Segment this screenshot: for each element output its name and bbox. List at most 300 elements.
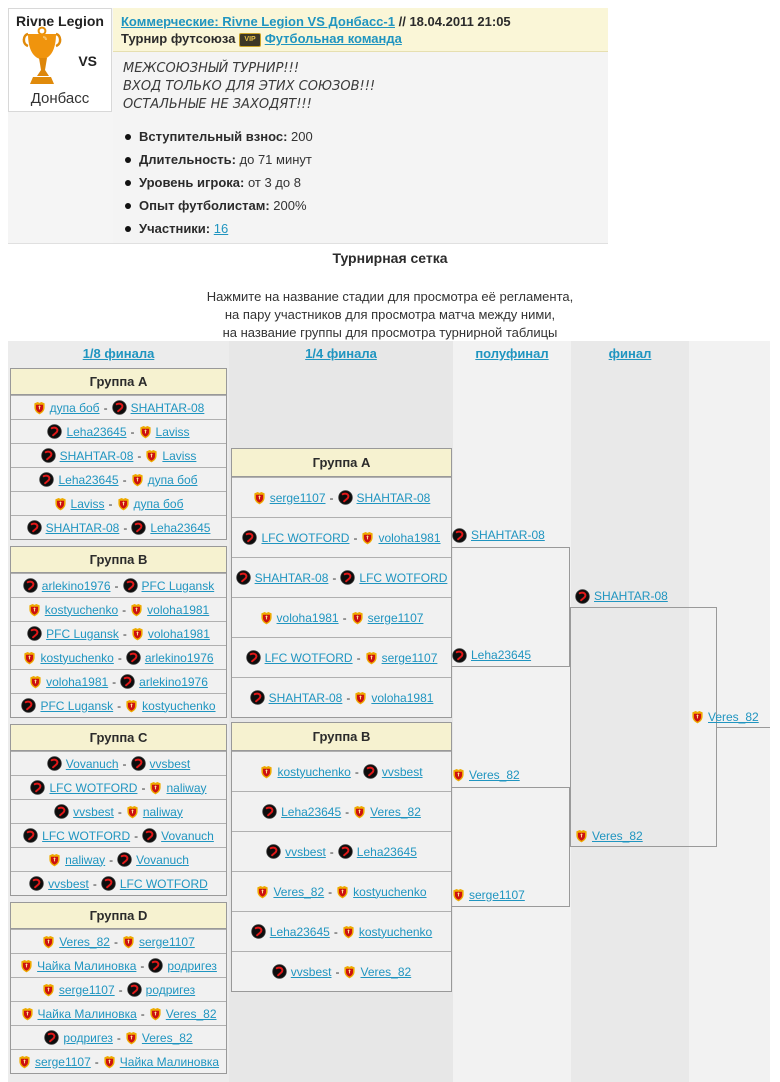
group-title-link[interactable]: Группа D: [11, 903, 226, 929]
gold-crest-icon: [130, 603, 143, 617]
stage-link-final[interactable]: финал: [608, 346, 652, 361]
participant-link[interactable]: Veres_82: [165, 1006, 217, 1021]
match-row[interactable]: [232, 791, 451, 831]
match-row[interactable]: [232, 831, 451, 871]
match-dash: -: [122, 602, 127, 617]
participant-link[interactable]: SHAHTAR-08: [254, 570, 329, 585]
black-emblem-icon: [236, 570, 251, 585]
info-header: [113, 8, 608, 52]
black-emblem-icon: [30, 780, 45, 795]
tournament-winner[interactable]: [691, 707, 759, 727]
match-row[interactable]: [11, 645, 226, 669]
participant-link[interactable]: Leha23645: [150, 520, 211, 535]
match-row[interactable]: [11, 1025, 226, 1049]
detail-label: Длительность:: [139, 152, 240, 167]
black-emblem-icon: [126, 650, 141, 665]
participant-link[interactable]: kostyuchenko: [40, 650, 114, 665]
match-dash: -: [332, 570, 337, 585]
match-dash: -: [134, 828, 139, 843]
group-box: [231, 448, 452, 718]
black-emblem-icon: [338, 490, 353, 505]
detail-label: Участники:: [139, 221, 214, 236]
gold-crest-icon: [20, 959, 33, 973]
gold-crest-icon: [131, 627, 144, 641]
participant-link[interactable]: serge1107: [367, 610, 424, 625]
semifinal-2-top[interactable]: [452, 765, 520, 785]
gold-crest-icon: [21, 1007, 34, 1021]
gold-crest-icon: [149, 1007, 162, 1021]
match-row[interactable]: [232, 637, 451, 677]
gold-crest-icon: [353, 805, 366, 819]
participant-link[interactable]: vvsbest: [290, 964, 332, 979]
match-dash: -: [117, 804, 122, 819]
stage-link-semifinal[interactable]: полуфинал: [475, 346, 549, 361]
tournament-logo: [8, 8, 112, 112]
match-dash: -: [108, 496, 113, 511]
gold-crest-icon: [452, 888, 465, 902]
participant-link[interactable]: Leha23645: [58, 472, 119, 487]
participant-link[interactable]: LFC WOTFORD: [49, 780, 138, 795]
match-dash: -: [140, 958, 145, 973]
black-emblem-icon: [47, 424, 62, 439]
black-emblem-icon: [266, 844, 281, 859]
match-dash: -: [122, 626, 127, 641]
group-box: [10, 724, 227, 896]
black-emblem-icon: [452, 648, 467, 663]
participant-link[interactable]: Чайка Малиновка: [119, 1054, 220, 1069]
gold-crest-icon: [18, 1055, 31, 1069]
group-box: [10, 546, 227, 718]
participant-link[interactable]: LFC WOTFORD: [264, 650, 353, 665]
match-dash: -: [118, 982, 123, 997]
black-emblem-icon: [29, 876, 44, 891]
gold-crest-icon: [452, 768, 465, 782]
participant-link[interactable]: Leha23645: [356, 844, 417, 859]
gold-crest-icon: [253, 491, 266, 505]
participant-link[interactable]: kostyuchenko: [142, 698, 216, 713]
match-row[interactable]: [11, 573, 226, 597]
semifinal-1-bottom[interactable]: [452, 645, 531, 665]
participants-count-link[interactable]: 16: [213, 221, 229, 236]
tournament-datetime: 18.04.2011 21:05: [409, 14, 511, 29]
gold-crest-icon: [125, 1031, 138, 1045]
instruction-line: на пару участников для просмотра матча между ними,: [224, 307, 556, 322]
trophy-icon: [21, 25, 65, 87]
black-emblem-icon: [242, 530, 257, 545]
gold-crest-icon: [365, 651, 378, 665]
participant-link[interactable]: naliway: [65, 852, 106, 867]
participant-link[interactable]: SHAHTAR-08: [471, 528, 545, 542]
participant-link[interactable]: kostyuchenko: [277, 764, 351, 779]
match-row[interactable]: [232, 597, 451, 637]
gold-crest-icon: [54, 497, 67, 511]
tournament-info: [8, 8, 608, 244]
black-emblem-icon: [452, 528, 467, 543]
tournament-bracket: [0, 341, 780, 1082]
participant-link[interactable]: Veres_82: [59, 934, 110, 949]
info-right: [113, 8, 608, 243]
participant-link[interactable]: voloha1981: [46, 674, 109, 689]
gold-crest-icon: [343, 965, 356, 979]
participant-link[interactable]: Veres_82: [360, 964, 412, 979]
black-emblem-icon: [148, 958, 163, 973]
gold-crest-icon: [42, 935, 55, 949]
bullet-icon: [125, 226, 131, 232]
match-row[interactable]: [11, 823, 226, 847]
participant-link[interactable]: Laviss: [70, 496, 105, 511]
winner-underline: [717, 727, 770, 728]
participant-link[interactable]: LFC WOTFORD: [261, 530, 350, 545]
tournament-details: [123, 130, 313, 245]
instruction-line: Нажмите на название стадии для просмотра её регламента,: [206, 289, 574, 304]
black-emblem-icon: [117, 852, 132, 867]
black-emblem-icon: [131, 756, 146, 771]
detail-value: до 71 минут: [239, 152, 312, 167]
gold-crest-icon: [29, 675, 42, 689]
black-emblem-icon: [250, 690, 265, 705]
match-dash: -: [329, 844, 334, 859]
group-title-link[interactable]: Группа С: [11, 725, 226, 751]
participant-link[interactable]: serge1107: [58, 982, 115, 997]
participant-link[interactable]: serge1107: [469, 888, 525, 902]
black-emblem-icon: [21, 698, 36, 713]
participant-link[interactable]: LFC WOTFORD: [42, 828, 131, 843]
match-row[interactable]: [11, 751, 226, 775]
detail-item: [123, 130, 313, 144]
participant-link[interactable]: Vovanuch: [136, 852, 189, 867]
match-row[interactable]: [11, 953, 226, 977]
participant-link[interactable]: Veres_82: [469, 768, 520, 782]
black-emblem-icon: [246, 650, 261, 665]
black-emblem-icon: [575, 589, 590, 604]
team-type-link[interactable]: Футбольная команда: [264, 31, 402, 46]
match-row[interactable]: [232, 751, 451, 791]
detail-value: 200: [291, 129, 313, 144]
group-title-link[interactable]: Группа А: [11, 369, 226, 395]
participant-link[interactable]: SHAHTAR-08: [594, 589, 668, 603]
participant-link[interactable]: voloha1981: [378, 530, 441, 545]
gold-crest-icon: [103, 1055, 116, 1069]
match-row[interactable]: [11, 395, 226, 419]
logo-vs-label: VS: [78, 53, 97, 69]
participant-link[interactable]: Laviss: [162, 448, 197, 463]
participant-link[interactable]: vvsbest: [48, 876, 89, 891]
participant-link[interactable]: voloha1981: [371, 690, 434, 705]
match-row[interactable]: [11, 443, 226, 467]
participant-link[interactable]: naliway: [142, 804, 183, 819]
bullet-icon: [125, 180, 131, 186]
section-title: Турнирная сетка: [332, 250, 448, 266]
participant-link[interactable]: Laviss: [155, 424, 190, 439]
gold-crest-icon: [354, 691, 367, 705]
participant-link[interactable]: Veres_82: [708, 710, 759, 724]
column-bg-semifinal: [453, 341, 571, 1082]
match-row[interactable]: [11, 693, 226, 717]
participant-link[interactable]: PFC Lugansk: [46, 626, 119, 641]
group-box: [10, 902, 227, 1074]
match-dash: -: [94, 1054, 99, 1069]
participant-link[interactable]: Vovanuch: [65, 756, 119, 771]
match-dash: -: [137, 448, 142, 463]
gold-crest-icon: [117, 497, 130, 511]
match-row[interactable]: [11, 775, 226, 799]
participant-link[interactable]: arlekino1976: [139, 674, 208, 689]
match-row[interactable]: [232, 557, 451, 597]
title-separator: //: [398, 14, 406, 29]
participant-link[interactable]: Veres_82: [370, 804, 421, 819]
gold-crest-icon: [122, 935, 135, 949]
match-dash: -: [346, 690, 351, 705]
participant-link[interactable]: Leha23645: [66, 424, 127, 439]
match-dash: -: [333, 924, 338, 939]
match-dash: -: [114, 578, 119, 593]
participant-link[interactable]: Veres_82: [141, 1030, 193, 1045]
black-emblem-icon: [23, 828, 38, 843]
gold-crest-icon: [361, 531, 374, 545]
black-emblem-icon: [27, 520, 42, 535]
participant-link[interactable]: naliway: [166, 780, 207, 795]
black-emblem-icon: [272, 964, 287, 979]
bracket-instructions: [0, 288, 780, 342]
group-title-link[interactable]: Группа В: [232, 723, 451, 751]
participant-link[interactable]: Leha23645: [269, 924, 330, 939]
gold-crest-icon: [149, 781, 162, 795]
match-row[interactable]: [11, 597, 226, 621]
match-row[interactable]: [11, 929, 226, 953]
match-row[interactable]: [232, 871, 451, 911]
participant-link[interactable]: vvsbest: [381, 764, 423, 779]
gold-crest-icon: [28, 603, 41, 617]
match-row[interactable]: [11, 621, 226, 645]
group-title-link[interactable]: Группа А: [232, 449, 451, 477]
gold-crest-icon: [145, 449, 158, 463]
match-dash: -: [130, 424, 135, 439]
black-emblem-icon: [340, 570, 355, 585]
participant-link[interactable]: arlekino1976: [41, 578, 111, 593]
black-emblem-icon: [41, 448, 56, 463]
match-row[interactable]: [11, 1049, 226, 1073]
match-row[interactable]: [11, 467, 226, 491]
gold-crest-icon: [691, 710, 704, 724]
bullet-icon: [125, 134, 131, 140]
gold-crest-icon: [23, 651, 36, 665]
match-dash: -: [335, 964, 340, 979]
participant-link[interactable]: vvsbest: [285, 844, 326, 859]
match-row[interactable]: [11, 515, 226, 539]
match-row[interactable]: [232, 677, 451, 717]
detail-label: Вступительный взнос:: [139, 129, 292, 144]
detail-item: [123, 222, 313, 236]
tournament-description: [113, 52, 608, 122]
match-row[interactable]: [11, 491, 226, 515]
black-emblem-icon: [262, 804, 277, 819]
participant-link[interactable]: voloha1981: [147, 602, 210, 617]
gold-crest-icon: [126, 805, 139, 819]
logo-team1-label: Rivne Legion: [16, 13, 104, 29]
stage-link-round-of-16[interactable]: 1/8 финала: [82, 346, 155, 361]
gold-crest-icon: [575, 829, 588, 843]
participant-link[interactable]: kostyuchenko: [358, 924, 433, 939]
black-emblem-icon: [251, 924, 266, 939]
participant-link[interactable]: LFC WOTFORD: [119, 876, 208, 891]
participant-link[interactable]: serge1107: [269, 490, 326, 505]
participant-link[interactable]: Leha23645: [471, 648, 532, 662]
participant-link[interactable]: дупа боб: [49, 400, 100, 415]
semifinal-1-top[interactable]: [452, 525, 545, 545]
logo-team2-label: Донбасс: [30, 90, 90, 107]
detail-item: [123, 199, 313, 213]
match-dash: -: [113, 934, 118, 949]
match-dash: -: [117, 650, 122, 665]
match-row[interactable]: [232, 951, 451, 991]
gold-crest-icon: [342, 925, 355, 939]
participant-link[interactable]: Vovanuch: [161, 828, 214, 843]
black-emblem-icon: [112, 400, 127, 415]
participant-link[interactable]: LFC WOTFORD: [359, 570, 448, 585]
black-emblem-icon: [363, 764, 378, 779]
participant-link[interactable]: serge1107: [381, 650, 438, 665]
match-row[interactable]: [11, 799, 226, 823]
instruction-line: на название группы для просмотра турнирной таблицы: [222, 325, 558, 340]
match-row[interactable]: [11, 419, 226, 443]
gold-crest-icon: [260, 611, 273, 625]
group-title-link[interactable]: Группа В: [11, 547, 226, 573]
match-dash: -: [345, 804, 350, 819]
gold-crest-icon: [256, 885, 269, 899]
final-connector: [570, 607, 717, 847]
participant-link[interactable]: SHAHTAR-08: [268, 690, 343, 705]
gold-crest-icon: [131, 473, 144, 487]
match-row[interactable]: [11, 1001, 226, 1025]
detail-item: [123, 153, 313, 167]
match-dash: -: [141, 780, 146, 795]
participant-link[interactable]: SHAHTAR-08: [130, 400, 205, 415]
participant-link[interactable]: Veres_82: [592, 829, 643, 843]
bullet-icon: [125, 157, 131, 163]
description-line: ВХОД ТОЛЬКО ДЛЯ ЭТИХ СОЮЗОВ!!!: [123, 79, 376, 94]
match-dash: -: [353, 530, 358, 545]
detail-item: [123, 176, 313, 190]
match-dash: -: [356, 650, 361, 665]
vip-badge-icon: VIP: [239, 33, 261, 47]
match-row[interactable]: [11, 847, 226, 871]
match-dash: -: [342, 610, 347, 625]
group-box: [231, 722, 452, 992]
match-row[interactable]: [11, 977, 226, 1001]
black-emblem-icon: [123, 578, 138, 593]
logo-cell: [8, 8, 113, 243]
match-dash: -: [92, 876, 97, 891]
participant-link[interactable]: voloha1981: [276, 610, 339, 625]
gold-crest-icon: [125, 699, 138, 713]
participant-link[interactable]: дупа боб: [133, 496, 184, 511]
participant-link[interactable]: родригез: [167, 958, 217, 973]
match-dash: -: [109, 852, 114, 867]
gold-crest-icon: [351, 611, 364, 625]
detail-value: 200%: [273, 198, 307, 213]
description-line: ОСТАЛЬНЫЕ НЕ ЗАХОДЯТ!!!: [123, 97, 312, 112]
semifinal-2-bottom[interactable]: [452, 885, 525, 905]
participant-link[interactable]: PFC Lugansk: [40, 698, 114, 713]
participant-link[interactable]: voloha1981: [147, 626, 210, 641]
bullet-icon: [125, 203, 131, 209]
participant-link[interactable]: PFC Lugansk: [141, 578, 215, 593]
gold-crest-icon: [33, 401, 46, 415]
black-emblem-icon: [47, 756, 62, 771]
participant-link[interactable]: kostyuchenko: [44, 602, 119, 617]
participant-link[interactable]: дупа боб: [147, 472, 198, 487]
black-emblem-icon: [338, 844, 353, 859]
match-dash: -: [123, 520, 128, 535]
match-dash: -: [103, 400, 108, 415]
match-dash: -: [140, 1006, 145, 1021]
match-dash: -: [329, 490, 334, 505]
black-emblem-icon: [23, 578, 38, 593]
match-dash: -: [354, 764, 359, 779]
participant-link[interactable]: vvsbest: [149, 756, 191, 771]
black-emblem-icon: [142, 828, 157, 843]
participant-link[interactable]: serge1107: [138, 934, 195, 949]
gold-crest-icon: [139, 425, 152, 439]
participant-link[interactable]: родригез: [145, 982, 196, 997]
finalist-1[interactable]: [575, 586, 668, 606]
participant-link[interactable]: SHAHTAR-08: [45, 520, 120, 535]
match-row[interactable]: [232, 911, 451, 951]
finalist-2[interactable]: [575, 826, 643, 846]
participant-link[interactable]: Leha23645: [281, 804, 342, 819]
subtitle-label: Турнир футсоюза: [121, 31, 236, 46]
black-emblem-icon: [101, 876, 116, 891]
participant-link[interactable]: SHAHTAR-08: [356, 490, 431, 505]
detail-label: Уровень игрока:: [139, 175, 248, 190]
participant-link[interactable]: SHAHTAR-08: [59, 448, 134, 463]
match-row[interactable]: [11, 669, 226, 693]
participant-link[interactable]: Veres_82: [273, 884, 325, 899]
participant-link[interactable]: родригез: [63, 1030, 113, 1045]
group-box: [10, 368, 227, 540]
gold-crest-icon: [48, 853, 61, 867]
black-emblem-icon: [44, 1030, 59, 1045]
gold-crest-icon: [42, 983, 55, 997]
gold-crest-icon: [260, 765, 273, 779]
black-emblem-icon: [120, 674, 135, 689]
match-dash: -: [112, 674, 117, 689]
match-dash: -: [117, 698, 122, 713]
detail-label: Опыт футболистам:: [139, 198, 274, 213]
detail-value: от 3 до 8: [247, 175, 301, 190]
stage-link-quarterfinal[interactable]: 1/4 финала: [305, 346, 377, 361]
match-dash: -: [328, 884, 333, 899]
match-row[interactable]: [232, 517, 451, 557]
participant-link[interactable]: Чайка Малиновка: [37, 1006, 137, 1021]
participant-link[interactable]: arlekino1976: [144, 650, 214, 665]
participant-link[interactable]: vvsbest: [73, 804, 114, 819]
black-emblem-icon: [127, 982, 142, 997]
match-dash: -: [122, 472, 127, 487]
black-emblem-icon: [131, 520, 146, 535]
gold-crest-icon: [336, 885, 349, 899]
participant-link[interactable]: kostyuchenko: [353, 884, 427, 899]
description-line: МЕЖСОЮЗНЫЙ ТУРНИР!!!: [123, 61, 300, 76]
match-dash: -: [122, 756, 127, 771]
participant-link[interactable]: Чайка Малиновка: [37, 958, 137, 973]
tournament-title-link[interactable]: Коммерческие: Rivne Legion VS Донбасс-1: [121, 14, 395, 29]
black-emblem-icon: [54, 804, 69, 819]
participant-link[interactable]: serge1107: [34, 1054, 91, 1069]
match-row[interactable]: [232, 477, 451, 517]
black-emblem-icon: [39, 472, 54, 487]
match-row[interactable]: [11, 871, 226, 895]
